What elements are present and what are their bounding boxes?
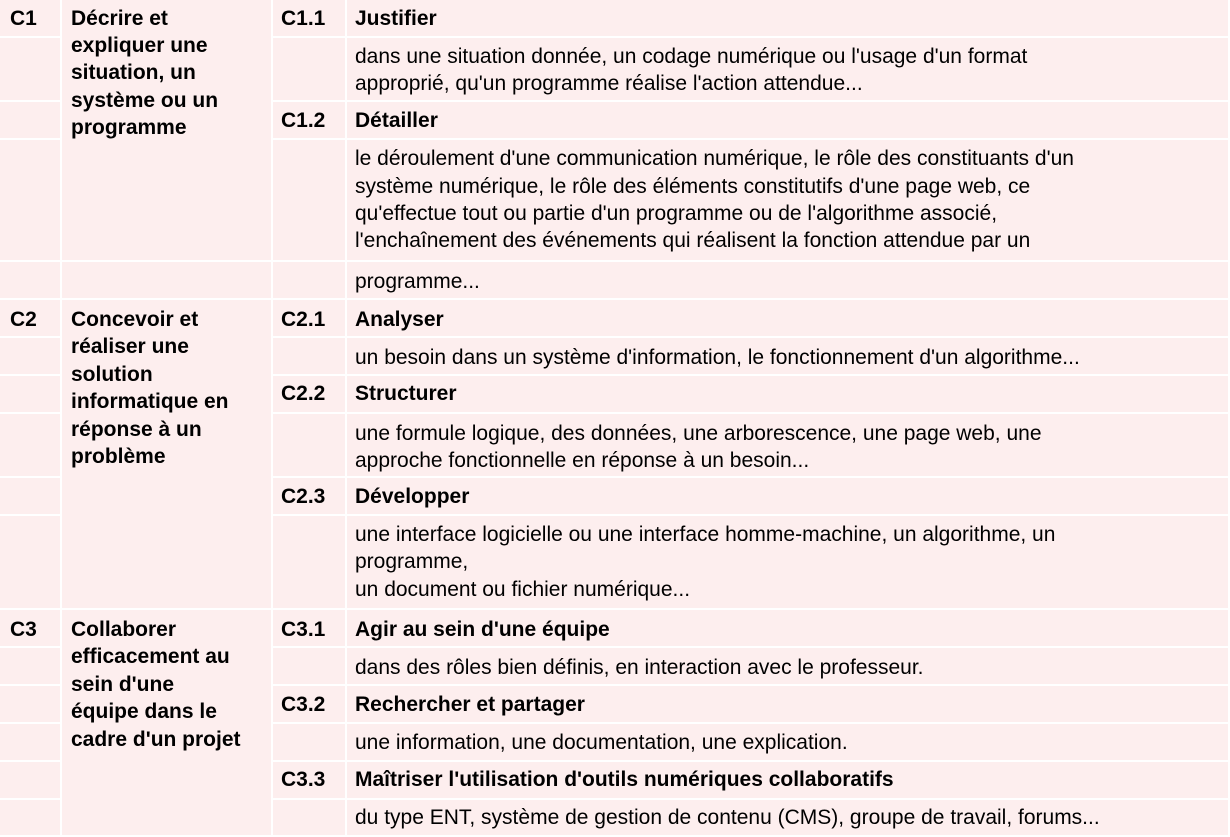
item-verb: Structurer <box>355 382 457 405</box>
competence-title-line: système ou un <box>71 89 219 112</box>
table-cell <box>62 262 273 300</box>
table-cell <box>0 338 62 376</box>
competence-title-line: efficacement au <box>71 645 230 668</box>
item-description-line: approprié, qu'un programme réalise l'action attendue... <box>355 72 863 95</box>
item-code: C3.3 <box>281 768 326 791</box>
table-cell <box>273 262 347 300</box>
competence-code: C1 <box>10 7 37 30</box>
table-cell <box>273 800 347 837</box>
table-cell <box>347 0 1230 38</box>
item-description-line: approche fonctionnelle en réponse à un besoin... <box>355 449 810 472</box>
table-cell <box>0 478 62 516</box>
item-verb: Analyser <box>355 308 444 331</box>
table-cell <box>0 38 62 102</box>
competence-title-line: équipe dans le <box>71 700 217 723</box>
table-cell <box>0 762 62 800</box>
table-cell <box>0 800 62 837</box>
competence-title-line: réponse à un <box>71 418 202 441</box>
table-cell <box>0 376 62 414</box>
item-description-line: un besoin dans un système d'information, le fonctionnement d'un algorithme... <box>355 346 1080 369</box>
item-code: C3.1 <box>281 618 326 641</box>
table-cell <box>0 516 62 610</box>
item-description-line: programme, <box>355 550 469 573</box>
item-description-line: le déroulement d'une communication numérique, le rôle des constituants d'un <box>355 147 1074 170</box>
competence-title-line: cadre d'un projet <box>71 728 241 751</box>
item-description-line: dans des rôles bien définis, en interaction avec le professeur. <box>355 656 924 679</box>
table-cell <box>273 516 347 610</box>
item-code: C1.1 <box>281 7 326 30</box>
table-cell <box>0 686 62 724</box>
item-code: C2.3 <box>281 485 326 508</box>
item-description-line: une interface logicielle ou une interface homme-machine, un algorithme, un <box>355 523 1056 546</box>
competence-title-line: situation, un <box>71 61 196 84</box>
competence-title-line: Collaborer <box>71 618 177 641</box>
item-code: C3.2 <box>281 693 326 716</box>
item-description-line: une information, une documentation, une explication. <box>355 731 848 754</box>
competence-title-line: informatique en <box>71 390 229 413</box>
competence-title-line: programme <box>71 116 187 139</box>
table-cell <box>347 478 1230 516</box>
table-cell <box>347 300 1230 338</box>
table-cell <box>273 724 347 762</box>
competence-title-line: solution <box>71 363 153 386</box>
item-description-line: l'enchaînement des événements qui réalisent la fonction attendue par un <box>355 229 1031 252</box>
table-cell <box>0 140 62 262</box>
competence-title-line: Décrire et <box>71 7 168 30</box>
item-verb: Développer <box>355 485 470 508</box>
item-verb: Justifier <box>355 7 437 30</box>
item-code: C1.2 <box>281 109 326 132</box>
table-cell <box>0 414 62 478</box>
item-code: C2.2 <box>281 382 326 405</box>
table-cell <box>273 38 347 102</box>
competence-code: C2 <box>10 308 37 331</box>
table-cell <box>0 724 62 762</box>
table-cell <box>0 648 62 686</box>
item-description-line: système numérique, le rôle des éléments constitutifs d'une page web, ce <box>355 175 1031 198</box>
table-cell <box>0 262 62 300</box>
item-verb: Maîtriser l'utilisation d'outils numériques collaboratifs <box>355 768 894 791</box>
item-description-continuation: programme... <box>355 270 480 293</box>
table-cell <box>273 414 347 478</box>
item-description-line: qu'effectue tout ou partie d'un programme ou de l'algorithme associé, <box>355 202 998 225</box>
table-cell <box>347 102 1230 140</box>
table-cell <box>347 376 1230 414</box>
competence-title-line: réaliser une <box>71 335 189 358</box>
table-cell <box>273 338 347 376</box>
item-description-line: un document ou fichier numérique... <box>355 578 691 601</box>
competence-title-line: problème <box>71 445 166 468</box>
table-cell <box>273 140 347 262</box>
competence-title-line: expliquer une <box>71 34 208 57</box>
item-code: C2.1 <box>281 308 326 331</box>
item-verb: Détailler <box>355 109 438 132</box>
table-cell <box>273 648 347 686</box>
item-verb: Rechercher et partager <box>355 693 585 716</box>
competence-title-line: Concevoir et <box>71 308 199 331</box>
table-cell <box>0 102 62 140</box>
item-description-line: dans une situation donnée, un codage numérique ou l'usage d'un format <box>355 45 1028 68</box>
item-description-line: une formule logique, des données, une arborescence, une page web, une <box>355 422 1042 445</box>
item-description-line: du type ENT, système de gestion de contenu (CMS), groupe de travail, forums... <box>355 806 1100 829</box>
competence-title-line: sein d'une <box>71 673 175 696</box>
item-verb: Agir au sein d'une équipe <box>355 618 610 641</box>
competence-code: C3 <box>10 618 37 641</box>
